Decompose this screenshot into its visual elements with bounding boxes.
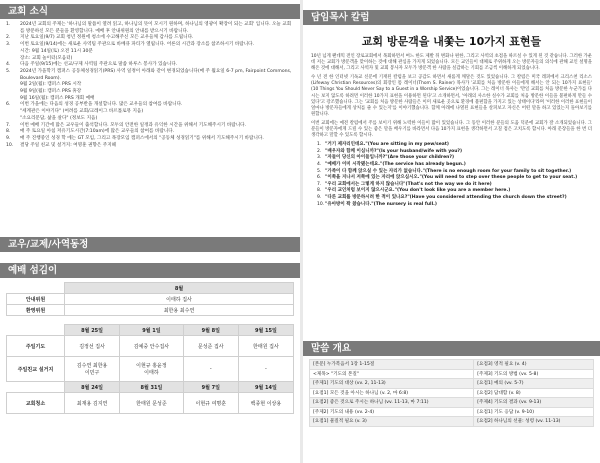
news-item-number: 3. — [6, 42, 11, 48]
cleaning-label: 교회청소 — [7, 393, 65, 414]
expression-number: 9. — [317, 194, 322, 200]
schedule-cell: 백종현 이상용 — [238, 393, 293, 414]
prayer-label: 주일기도 — [7, 336, 65, 357]
news-item — [6, 42, 294, 49]
expression-item — [311, 175, 592, 182]
news-sub-item: 시간: 9월 14일(토) 오전 11시 30분 — [20, 48, 93, 54]
news-sub-item: "소요리문답, 삶을 살다" (정보도 지음) — [20, 115, 98, 121]
schedule-cell: 9월 14일 — [238, 382, 293, 393]
schedule-cell: 8월 25일 — [65, 325, 120, 336]
outline-cell: [주제3] 기도의 방법 (vv. 5-8) — [474, 369, 594, 379]
expression-item — [311, 155, 592, 162]
expression-item — [311, 142, 592, 149]
right-column — [303, 0, 600, 463]
column-paragraph: 이번 교회에는 예전 칼럼에서 주를 보이기 위해 노력한 이들이 많이 있었습니다. 그 동안 이러한 분들의 도움 덕분에 교회가 잘 소개되었습니다. 그 분들이 방문자에게 드릴 수 있는 좋은 말을 배우기를 바라면서 다음 10가지 표현을 생각하면서 고칠 점은 고치도록 합시다. 아래 문장들을 한 번 더 생각하고 말할 수 있도록 합시다. — [311, 120, 592, 139]
news-item-text: 2024년 가을학기 캠퍼스 공동체성경읽기(PRS) 사역 일정이 아래와 같이 변경되었습니다(매 주 월요일 6-7 pm, Fairpoint Commons, Boulevard Room). — [20, 68, 292, 81]
schedule-table — [6, 282, 294, 414]
news-item-number: 1. — [6, 22, 11, 27]
news-sub-item: 장소: 교회 놀이터(모음터) — [20, 55, 73, 61]
news-sub-item: 9월 16일(월): 캠퍼스 PRS 개회 예배 — [20, 95, 95, 101]
outline-row — [310, 379, 594, 389]
outline-section — [303, 341, 600, 427]
fellowship-name: - — [209, 366, 212, 372]
news-item — [6, 143, 294, 150]
expression-item — [311, 202, 592, 209]
expression-text: "이쪽을 지나서 저쪽에 있는 자리에 앉으십시오."(You will need to step over these people to get to your seat.) — [325, 175, 578, 181]
news-item-number: 2. — [6, 35, 11, 41]
expression-text: "우리 교회에서는 그렇게 하지 않습니다"(That's not the way we do it here) — [325, 181, 492, 187]
column-paragraph: 수 년 전 한 인터넷 기독교 신문에 기재된 칼럼을 보고 공감도 하면서 새롭게 깨달은 것도 있었습니다. 그 칼럼은 미국 레퍼에서 크리스천 리소스(Lifeway Christian Resources)의 회장인 톰 레이너(Thom S. Rainer) 목사가 '교회를 처음 방문한 이들에게 해서는 안 되는 10가지 표현들' (10 Things You Should Never Say to a Guest in a Worship Service)이었습니다. 그는 레이너 목사는 '만일 교회를 처음 방문한 누군가를 다시는 보지 않도록 하려면 이러한 10가지 표현을 이용하면 된다'고 소개하면서, '아래의 사소한 실수가 교회를 처음 방문한 이들을 불편하게 만들 수 있다'고 강조했습니다. 그는 '교회를 처음 방문한 사람들은 이미 새로운 곳으로 환경에 불편함을 가지고 있는 상태이다'라며 '이러한 이러한 표현들이 얼마나 방문자들에게 상처를 줄 수 있는지'를 이야기했습니다. 함께 아래에 나열된 표현들을 살펴보고 자신은 어떤 말을 하고 있었는지 돌아보기를 원합니다. — [311, 75, 592, 117]
expression-number: 5. — [317, 168, 322, 174]
pastor-column — [303, 25, 600, 208]
expression-text: "거기 제자리인데요."(You are sitting in my pew/seat) — [325, 142, 449, 148]
news-item-text: 이번 토요일(9/14)에는 새로운 사역팀 주관으로 바베큐 파티가 열립니다. 어른의 시간과 장소를 참조하시기 바랍니다. — [20, 42, 255, 48]
schedule-cell: 8월 24일 — [65, 382, 120, 393]
outline-table — [309, 359, 594, 427]
welcome-value: 최한용 최수연 — [65, 305, 294, 316]
outline-cell: [요점2] 좋은 것으로 주시는 하나님 (vv. 11-13, 마 7:11) — [310, 398, 474, 408]
expression-text: "우리 교인처럼 보이지 않으시군요."(You don't look like you are a member here.) — [325, 188, 511, 194]
outline-cell: [주제1] 기도의 대상 (vv. 2, 11-13) — [310, 379, 474, 389]
outline-row — [310, 360, 594, 370]
news-item-number: 6. — [6, 102, 11, 108]
column-paragraph: 10년 넘게 팬데믹 전인 장로교회에서 목회하면서 여느 한도 제발 뒤 변화나 편한, 그리고 사역의 초점을 따르실 수 있게 된 것 같습니다. 그러한 가운데 저는 교회가 방문객을 맞이하는 것에 대해 관심을 가지게 되었습니다. 모든 교인들이 대체로 주위하게 오는 방문자들의 의식에 관해 교인 설명을 해온 것에 대해서, 그리고 사역자 및 교회 봉사자 모두가 방문객 한 사람을 실감하는 기회를 조금씩 이해하게 되었습니다. — [311, 54, 592, 72]
outline-row — [310, 388, 594, 398]
outline-cell: <제목> "기도의 본질" — [310, 369, 474, 379]
news-item-text: 지난 토요일(9/7) 교회 청년 정원에 청소에 수고해주신 모든 교우들께 감사를 드립니다. — [20, 35, 194, 41]
news-item-text: 이번 가을에는 다음의 성경 공부반을 개설합니다. 많은 교우들의 참여를 바랍니다. — [20, 102, 183, 108]
news-item-number: 8. — [6, 129, 11, 135]
outline-cell: [요점1] 모든 것을 아시는 하나님 (v. 2, 마 6:8) — [310, 388, 474, 398]
committee-header: 교우/교제/사역동정 — [0, 237, 300, 252]
expression-number: 10. — [317, 201, 325, 207]
fellowship-cell — [238, 357, 293, 382]
outline-cell: [요점1] 기도 응답 (v. 9-10) — [474, 407, 594, 417]
news-item-text: 이번 예배 기간에 많은 교우들이 출석합니다. 모두의 안전한 일정과 유익한 시간을 위해서 기도해주시기 바랍니다. — [20, 122, 247, 128]
news-list — [0, 19, 300, 149]
expression-text: "예배가 이미 시작됐는데요."(The service has already begun.) — [325, 162, 466, 167]
news-item-number: 9. — [6, 135, 11, 141]
news-item-text: 결당 주일 친교 및 설거지: 여명훈 권향은 주지헤 — [20, 142, 117, 148]
schedule-cell: 한태원 문성준 — [120, 393, 184, 414]
expression-number: 3. — [317, 155, 322, 161]
outline-cell: [요점2] 하나님의 선물: 성령 (vv. 11-13) — [474, 417, 594, 427]
guide-label: 안내위원 — [7, 294, 65, 305]
outline-cell: [요점1] 물질적 필요 (v. 3) — [310, 417, 474, 427]
expression-number: 4. — [317, 162, 322, 167]
news-sub-item: "세계관은 이야기다" (여려를 교회/크레이그 바르톨로뮤 지음) — [20, 109, 144, 115]
news-item-number: 5. — [6, 68, 11, 74]
news-item-number: 4. — [6, 62, 11, 68]
outline-cell: [요점3] 영적 필요 (v. 4) — [474, 360, 594, 370]
expression-number: 6. — [317, 175, 322, 181]
schedule-cell: 김정선 집사 — [65, 336, 120, 357]
schedule-cell: 이현규 여명훈 — [183, 393, 238, 414]
fellowship-name: 이민구 — [84, 370, 100, 376]
news-item-text: 다음 주일(9/15)에는 선교/구제 사역팀 주관으로 말씀 하루스 봉사가 있습니다. — [20, 62, 178, 68]
news-sub-item: 9월 9일(월): 캠퍼스 PRS 휴강 — [20, 89, 82, 95]
news-item-text: 매 주 토요일 아침 저유기도시간(7:10am)에 많은 교우들의 참여를 바랍니다. — [20, 129, 175, 135]
outline-cell: [요점2] 담대함 (v. 8) — [474, 388, 594, 398]
pastor-title: 교회 방문객을 내쫓는 10가지 표현들 — [361, 35, 542, 48]
news-item — [6, 129, 294, 136]
news-sub-item: 9월 2일(월): 캠퍼스 PRS 시작 — [20, 82, 82, 88]
welcome-label: 환영위원 — [7, 305, 65, 316]
news-item-text: 2024년 교회의 주제는 '하나님의 말씀이 열려 읽고, 하나님의 뜻이 모시기 원하며, 하나님의 영광이 확장이 되는 교회' 입니다. 오늘 교회를 방문하신 모든 분들을 환영합니다. 예배 후 안내위원의 안내를 받으시기 바랍니다. — [20, 22, 292, 34]
news-header: 교회 소식 — [0, 4, 300, 19]
outline-row — [310, 417, 594, 427]
expression-number: 2. — [317, 148, 322, 154]
schedule-cell: 9월 8일 — [183, 325, 238, 336]
expression-text: "다른 교회를 방문하시려 한 적이 있나요?"(Have you considered attending the church down the street?) — [325, 194, 567, 200]
outline-row — [310, 407, 594, 417]
outline-row — [310, 369, 594, 379]
schedule-cell: 한태원 집사 — [238, 336, 293, 357]
news-item — [6, 136, 294, 143]
fellowship-name: 김수연 최한용 — [76, 363, 108, 369]
schedule-cell: 김예중 안수집사 — [120, 336, 184, 357]
schedule-cell: 8월 31일 — [120, 382, 184, 393]
expression-item — [311, 162, 592, 169]
expression-text: "가족이 다 함께 앉으실 수 있는 자리가 없습니다."(There is no enough room for your family to sit together.) — [325, 168, 572, 174]
outline-cell: [주제4] 기도의 결과 (vv. 9-13) — [474, 398, 594, 408]
expression-text: "자들이 당신의 아이들입니까?"(Are those your children?) — [325, 155, 455, 161]
expression-item — [311, 188, 592, 195]
news-item — [6, 69, 294, 82]
schedule-cell: 9월 1일 — [120, 325, 184, 336]
pastor-header: 담임목사 칼럼 — [303, 10, 600, 25]
expression-text: "유아방이 꽉 찼습니다."(The nursery is real full.) — [325, 201, 437, 207]
news-item — [6, 22, 294, 35]
schedule-cell: 9월 15일 — [238, 325, 293, 336]
fellowship-name: - — [265, 366, 267, 372]
outline-row — [310, 398, 594, 408]
schedule-cell: 9월 7일 — [183, 382, 238, 393]
fellowship-cell — [120, 357, 184, 382]
fellowship-name: 이현규 홍윤정 — [136, 363, 167, 369]
fellowship-name: 이태하 — [144, 370, 159, 376]
outline-cell: [요점1] 예의 (vv. 5-7) — [474, 379, 594, 389]
news-item-number: 7. — [6, 122, 11, 128]
schedule-cell: 문성준 집사 — [183, 336, 238, 357]
news-item-number: 10. — [6, 142, 14, 148]
news-item-text: 매 주 진행중인 성경 학 에는 GT 모임, 그리고 목장모임 캠퍼스에서의 "공동체 성경읽기"를 위해서 기도해주시기 바랍니다. — [20, 135, 264, 141]
schedule-header: 예배 섬김이 — [0, 263, 300, 278]
outline-header: 말씀 개요 — [303, 341, 600, 356]
schedule-month: 8월 — [65, 283, 294, 294]
expression-number: 7. — [317, 181, 322, 187]
expression-item — [311, 195, 592, 202]
fellowship-label: 주일친교 설거지 — [7, 357, 65, 382]
outline-cell: [본문] 누가복음서 1장 1-15절 — [310, 360, 474, 370]
expression-number: 1. — [317, 142, 322, 148]
guide-value: 이태하 집사 — [65, 294, 294, 305]
expression-number: 8. — [317, 188, 322, 194]
outline-cell: [주제2] 기도의 내용 (vv. 2-4) — [310, 407, 474, 417]
fellowship-cell — [183, 357, 238, 382]
expression-text: "배우자와 함께 이십니까?"(Is your husband/wife with you?) — [325, 148, 463, 154]
schedule-cell: 최재용 김지연 — [65, 393, 120, 414]
news-item — [6, 62, 294, 69]
fellowship-cell — [65, 357, 120, 382]
